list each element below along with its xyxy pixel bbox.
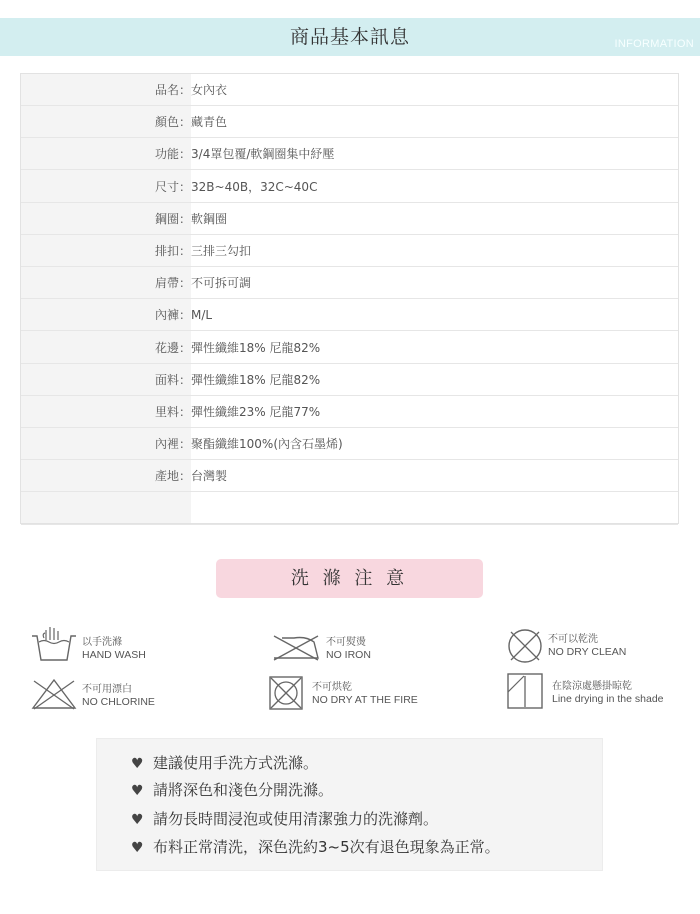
spec-value: 女內衣 bbox=[191, 83, 228, 97]
section-title: 商品基本訊息 bbox=[289, 26, 410, 48]
spec-value: M/L bbox=[191, 308, 213, 323]
care-label-zh: 以手洗滌 bbox=[82, 637, 122, 648]
note-item: ♥ 請將深色和淺色分開洗滌。 bbox=[131, 781, 334, 799]
line-dry-shade-icon bbox=[506, 672, 544, 710]
care-label-en: NO DRY AT THE FIRE bbox=[312, 694, 418, 706]
care-no-iron bbox=[270, 632, 371, 662]
spec-row: 面料：彈性纖維18% 尼龍82% bbox=[21, 364, 678, 396]
care-label-zh: 不可熨燙 bbox=[326, 637, 366, 648]
care-line-dry-shade bbox=[506, 672, 664, 710]
heart-icon: ♥ bbox=[131, 840, 144, 856]
spec-table bbox=[20, 73, 679, 524]
spec-label: 排扣 bbox=[155, 244, 180, 258]
info-header-band bbox=[0, 18, 700, 56]
no-iron-icon bbox=[270, 632, 322, 662]
spec-row: 里料：彈性纖維23% 尼龍77% bbox=[21, 396, 678, 428]
heart-icon: ♥ bbox=[131, 756, 144, 772]
spec-label: 鋼圈 bbox=[155, 211, 180, 226]
note-item: ♥ 建議使用手洗方式洗滌。 bbox=[131, 754, 319, 772]
spec-label: 品名 bbox=[155, 83, 180, 97]
spec-label: 產地 bbox=[155, 469, 180, 484]
spec-row: 排扣：三排三勾扣 bbox=[21, 235, 678, 267]
spec-label: 尺寸 bbox=[155, 179, 180, 194]
care-notes-box bbox=[96, 738, 603, 871]
spec-label: 內褲 bbox=[155, 308, 180, 323]
care-label-en: NO CHLORINE bbox=[82, 696, 155, 708]
care-hand-wash bbox=[30, 624, 146, 664]
spec-value: 聚酯纖維100%(內含石墨烯) bbox=[191, 437, 343, 452]
spec-value: 彈性纖維18% 尼龍82% bbox=[191, 372, 321, 387]
care-label-en: NO IRON bbox=[326, 649, 371, 661]
spec-value: 三排三勾扣 bbox=[191, 244, 252, 258]
spec-label: 面料 bbox=[155, 372, 180, 387]
spec-row: 肩帶：不可拆可調 bbox=[21, 267, 678, 299]
heart-icon: ♥ bbox=[131, 812, 144, 828]
note-item: ♥ 布料正常清洗，深色洗約3~5次有退色現象為正常。 bbox=[131, 838, 500, 856]
spec-row: 花邊：彈性纖維18% 尼龍82% bbox=[21, 332, 678, 364]
spec-label: 內裡 bbox=[155, 437, 180, 452]
spec-row: 內裡：聚酯纖維100%(內含石墨烯) bbox=[21, 428, 678, 460]
spec-value: 不可拆可調 bbox=[191, 276, 252, 291]
spec-label: 花邊 bbox=[155, 340, 180, 355]
wash-section-title: 洗 滌 注 意 bbox=[216, 559, 483, 598]
care-label-zh: 不可用漂白 bbox=[82, 684, 132, 695]
spec-value: 軟鋼圈 bbox=[191, 211, 228, 226]
care-label-en: HAND WASH bbox=[82, 649, 146, 661]
spec-row: 鋼圈：軟鋼圈 bbox=[21, 203, 678, 235]
care-no-chlorine bbox=[30, 677, 155, 711]
spec-value: 32B~40B，32C~40C bbox=[191, 179, 318, 194]
spec-value: 彈性纖維23% 尼龍77% bbox=[191, 405, 321, 419]
spec-row: 內褲：M/L bbox=[21, 299, 678, 331]
spec-row: 產地：台灣製 bbox=[21, 460, 678, 492]
no-dry-clean-icon bbox=[506, 627, 544, 665]
heart-icon: ♥ bbox=[131, 783, 144, 799]
spec-value: 台灣製 bbox=[191, 469, 228, 484]
care-label-en: NO DRY CLEAN bbox=[548, 646, 627, 658]
spec-value: 藏青色 bbox=[191, 115, 228, 130]
care-label-zh: 在陰涼處懸掛晾乾 bbox=[552, 681, 632, 692]
no-tumble-dry-icon bbox=[268, 675, 304, 711]
care-no-tumble-dry bbox=[268, 675, 418, 711]
spec-label: 功能 bbox=[155, 147, 180, 162]
spec-label: 肩帶 bbox=[155, 276, 180, 291]
spec-value: 3/4罩包覆/軟鋼圈集中紓壓 bbox=[191, 147, 335, 162]
note-item: ♥ 請勿長時間浸泡或使用清潔強力的洗滌劑。 bbox=[131, 810, 439, 828]
spec-row-empty bbox=[21, 493, 678, 525]
section-subtitle: INFORMATION bbox=[614, 38, 694, 50]
care-label-zh: 不可烘乾 bbox=[312, 682, 352, 693]
care-label-zh: 不可以乾洗 bbox=[548, 634, 598, 645]
spec-label: 顏色 bbox=[155, 115, 180, 130]
spec-row: 品名：女內衣 bbox=[21, 74, 678, 106]
no-chlorine-icon bbox=[30, 677, 78, 711]
spec-row: 功能：3/4罩包覆/軟鋼圈集中紓壓 bbox=[21, 138, 678, 170]
hand-wash-icon bbox=[30, 624, 78, 664]
care-no-dry-clean bbox=[506, 627, 626, 665]
spec-row: 尺寸：32B~40B，32C~40C bbox=[21, 171, 678, 203]
spec-row: 顏色：藏青色 bbox=[21, 106, 678, 138]
care-label-en: Line drying in the shade bbox=[552, 693, 664, 705]
spec-value: 彈性纖維18% 尼龍82% bbox=[191, 340, 321, 355]
spec-label: 里料 bbox=[155, 405, 180, 419]
